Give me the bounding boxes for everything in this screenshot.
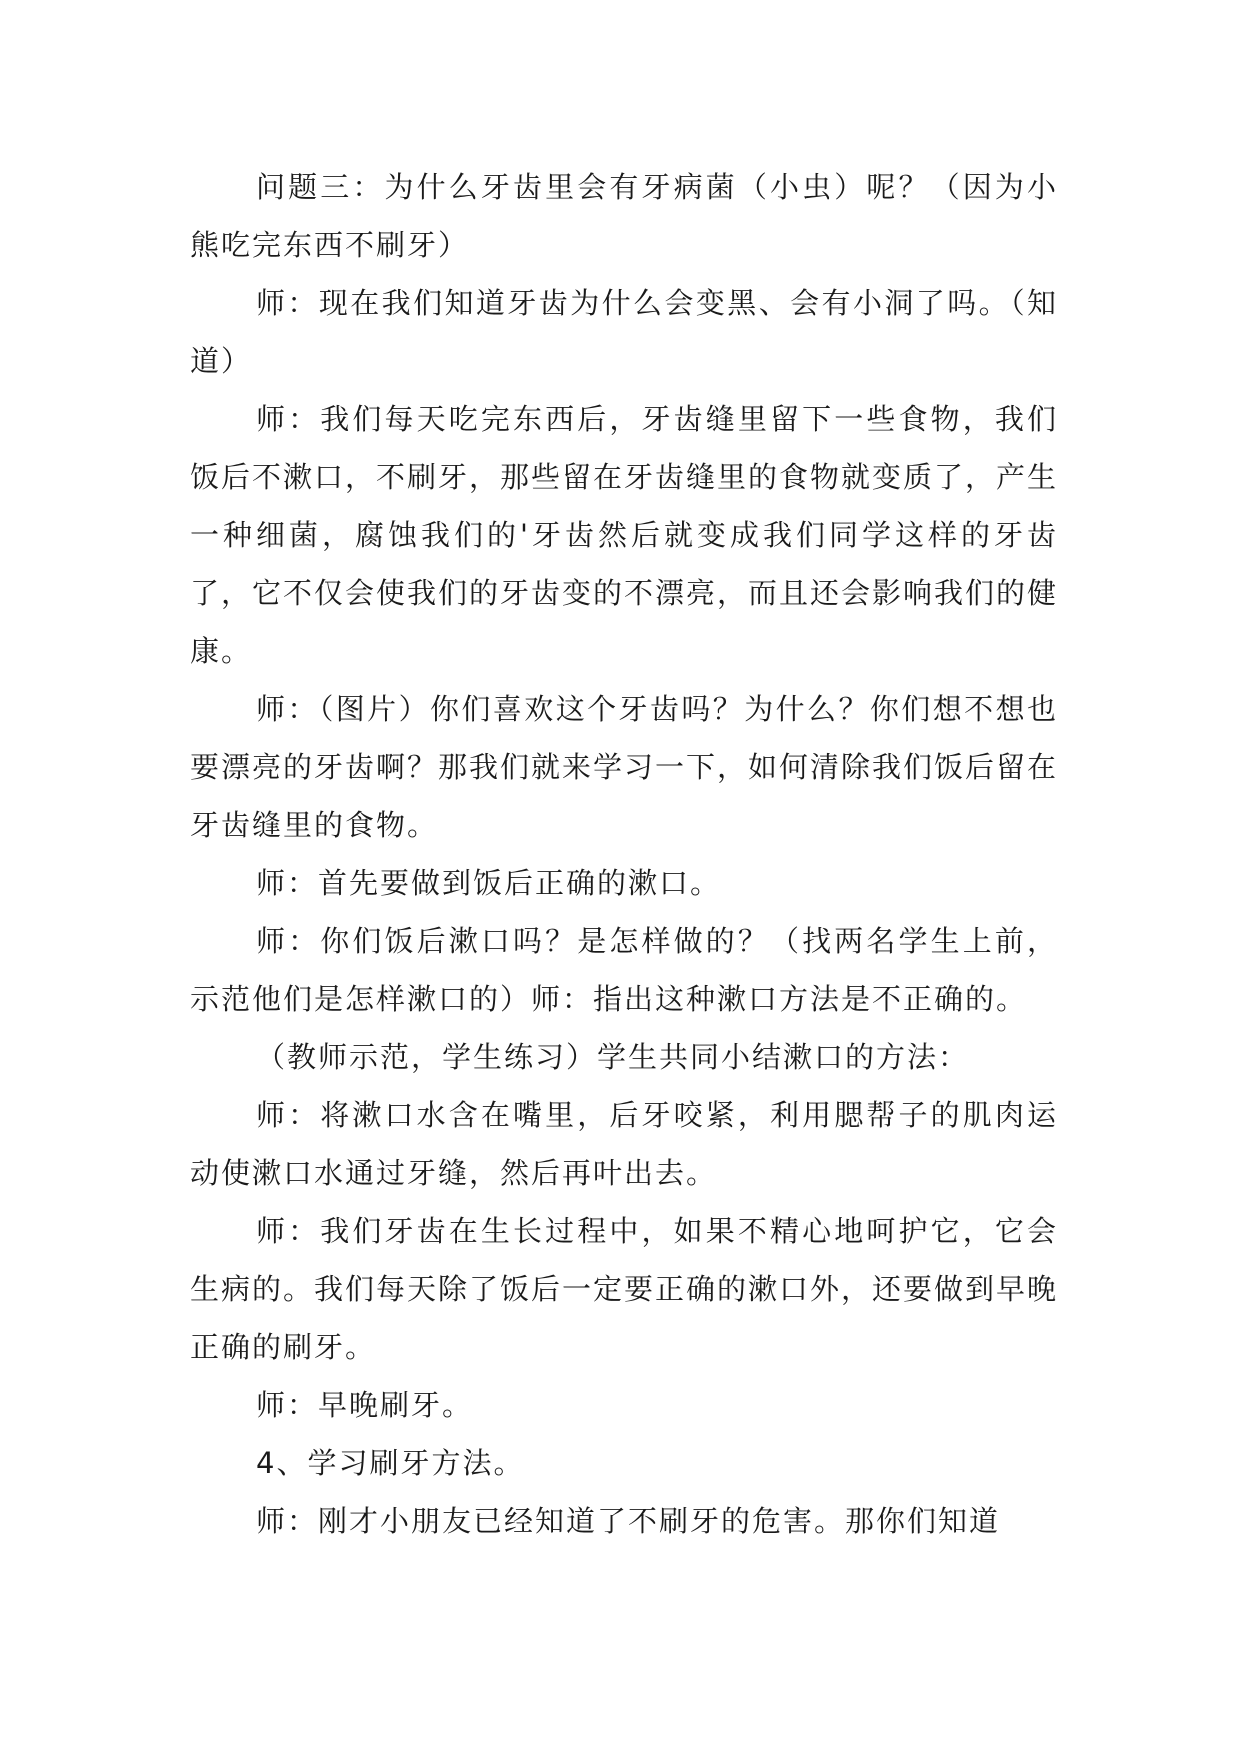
paragraph-morning-evening: 师：早晚刷牙。 [256, 1388, 474, 1422]
paragraph-teacher-demo: 师：你们饭后漱口吗？是怎样做的？（找两名学生上前，示范他们是怎样漱口的）师：指出这种漱口方法是不正确的。 [190, 924, 1058, 1016]
paragraph-question-three: 问题三：为什么牙齿里会有牙病菌（小虫）呢？（因为小熊吃完东西不刷牙） [190, 170, 1058, 262]
document-body [190, 158, 1058, 1550]
paragraph-teacher-rinse: 师：首先要做到饭后正确的漱口。 [256, 866, 722, 900]
paragraph-section-four: 4、学习刷牙方法。 [256, 1446, 525, 1480]
paragraph-teacher-harm: 师：刚才小朋友已经知道了不刷牙的危害。那你们知道 [256, 1504, 1001, 1538]
paragraph-practice-summary: （教师示范，学生练习）学生共同小结漱口的方法： [256, 1040, 970, 1074]
paragraph-rinse-method: 师：将漱口水含在嘴里，后牙咬紧，利用腮帮子的肌肉运动使漱口水通过牙缝，然后再叶出去。 [190, 1098, 1058, 1190]
paragraph-teacher-explanation: 师：我们每天吃完东西后，牙齿缝里留下一些食物，我们饭后不漱口，不刷牙，那些留在牙齿缝里的食物就变质了，产生一种细菌，腐蚀我们的'牙齿然后就变成我们同学这样的牙齿了，它不仅会使我们的牙齿变的不漂亮，而且还会影响我们的健康。 [190, 402, 1059, 668]
paragraph-teacher-question: 师：现在我们知道牙齿为什么会变黑、会有小洞了吗。（知道） [190, 286, 1058, 378]
paragraph-brush-importance: 师：我们牙齿在生长过程中，如果不精心地呵护它，它会生病的。我们每天除了饭后一定要正确的漱口外，还要做到早晚正确的刷牙。 [190, 1214, 1059, 1364]
paragraph-teacher-picture: 师：（图片）你们喜欢这个牙齿吗？为什么？你们想不想也要漂亮的牙齿啊？那我们就来学习一下，如何清除我们饭后留在牙齿缝里的食物。 [190, 692, 1059, 842]
